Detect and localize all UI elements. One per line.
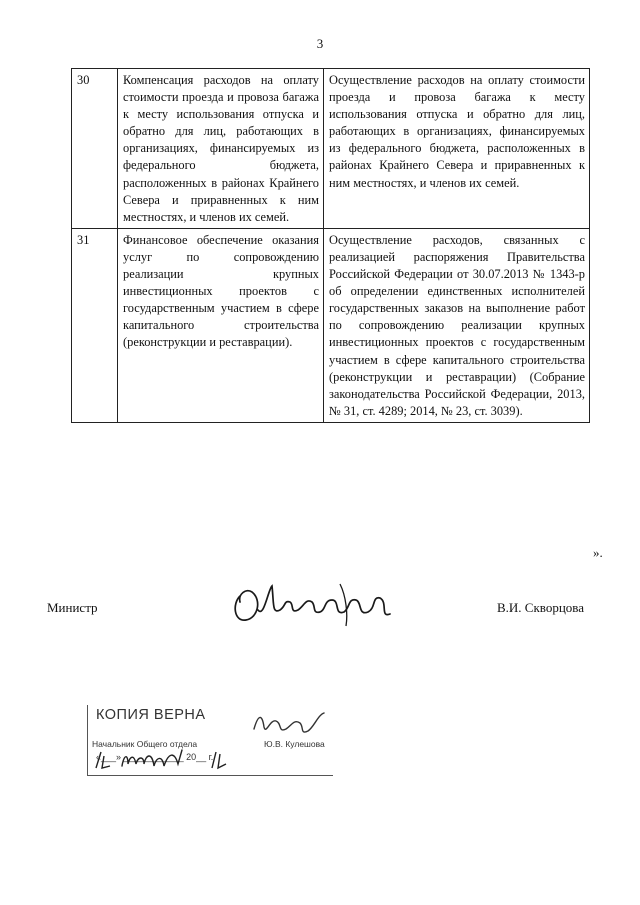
row-number: 30: [72, 69, 118, 229]
minister-name: В.И. Скворцова: [497, 600, 585, 615]
row-number: 31: [72, 228, 118, 422]
stamp-official-position: Начальник Общего отдела: [92, 739, 198, 749]
table-row: [72, 228, 590, 422]
expense-description: Осуществление расходов на оплату стоимости проезда и провоза багажа к месту использования отпуска и обратно для лиц, работающих в организациях, финансируемых из федерального бюджета, расположенных в районах Крайнего Севера и приравненных к ним местностях, и членов их семей.: [324, 69, 590, 229]
stamp-official-name: Ю.В. Кулешова: [264, 739, 325, 749]
page-number: 3: [316, 36, 324, 51]
expense-table: [71, 68, 590, 423]
expense-name: Компенсация расходов на оплату стоимости проезда и провоза багажа к месту использования отпуска и обратно для лиц, работающих в организациях, финансируемых из федерального бюджета, расположенных в районах Крайнего Севера и приравненных к ним местностях, и членов их семей.: [118, 69, 324, 229]
expense-description: Осуществление расходов, связанных с реализацией распоряжения Правительства Российской Федерации от 30.07.2013 № 1343-р об определении единственных исполнителей государственных заказов на выполнение работ по сопровождению реализации крупных инвестиционных проектов с государственным участием в сфере капитального строительства (реконструкции и реставрации) (Собрание законодательства Российской Федерации, 2013, № 31, ст. 4289; 2014, № 23, ст. 3039).: [324, 228, 590, 422]
stamp-date-line: «___» ____________ 20__ г.: [96, 752, 214, 762]
handwritten-date: [92, 746, 242, 774]
closing-quote: ».: [593, 545, 603, 560]
minister-signature: [228, 574, 403, 634]
stamp-title: КОПИЯ ВЕРНА: [96, 707, 206, 723]
stamp-signature: [248, 705, 328, 739]
signatory-position: Министр: [47, 600, 98, 615]
table-row: [72, 69, 590, 229]
expense-name: Финансовое обеспечение оказания услуг по сопровождению реализации крупных инвестиционных проектов с государственным участием в сфере капитального строительства (реконструкции и реставрации).: [118, 228, 324, 422]
